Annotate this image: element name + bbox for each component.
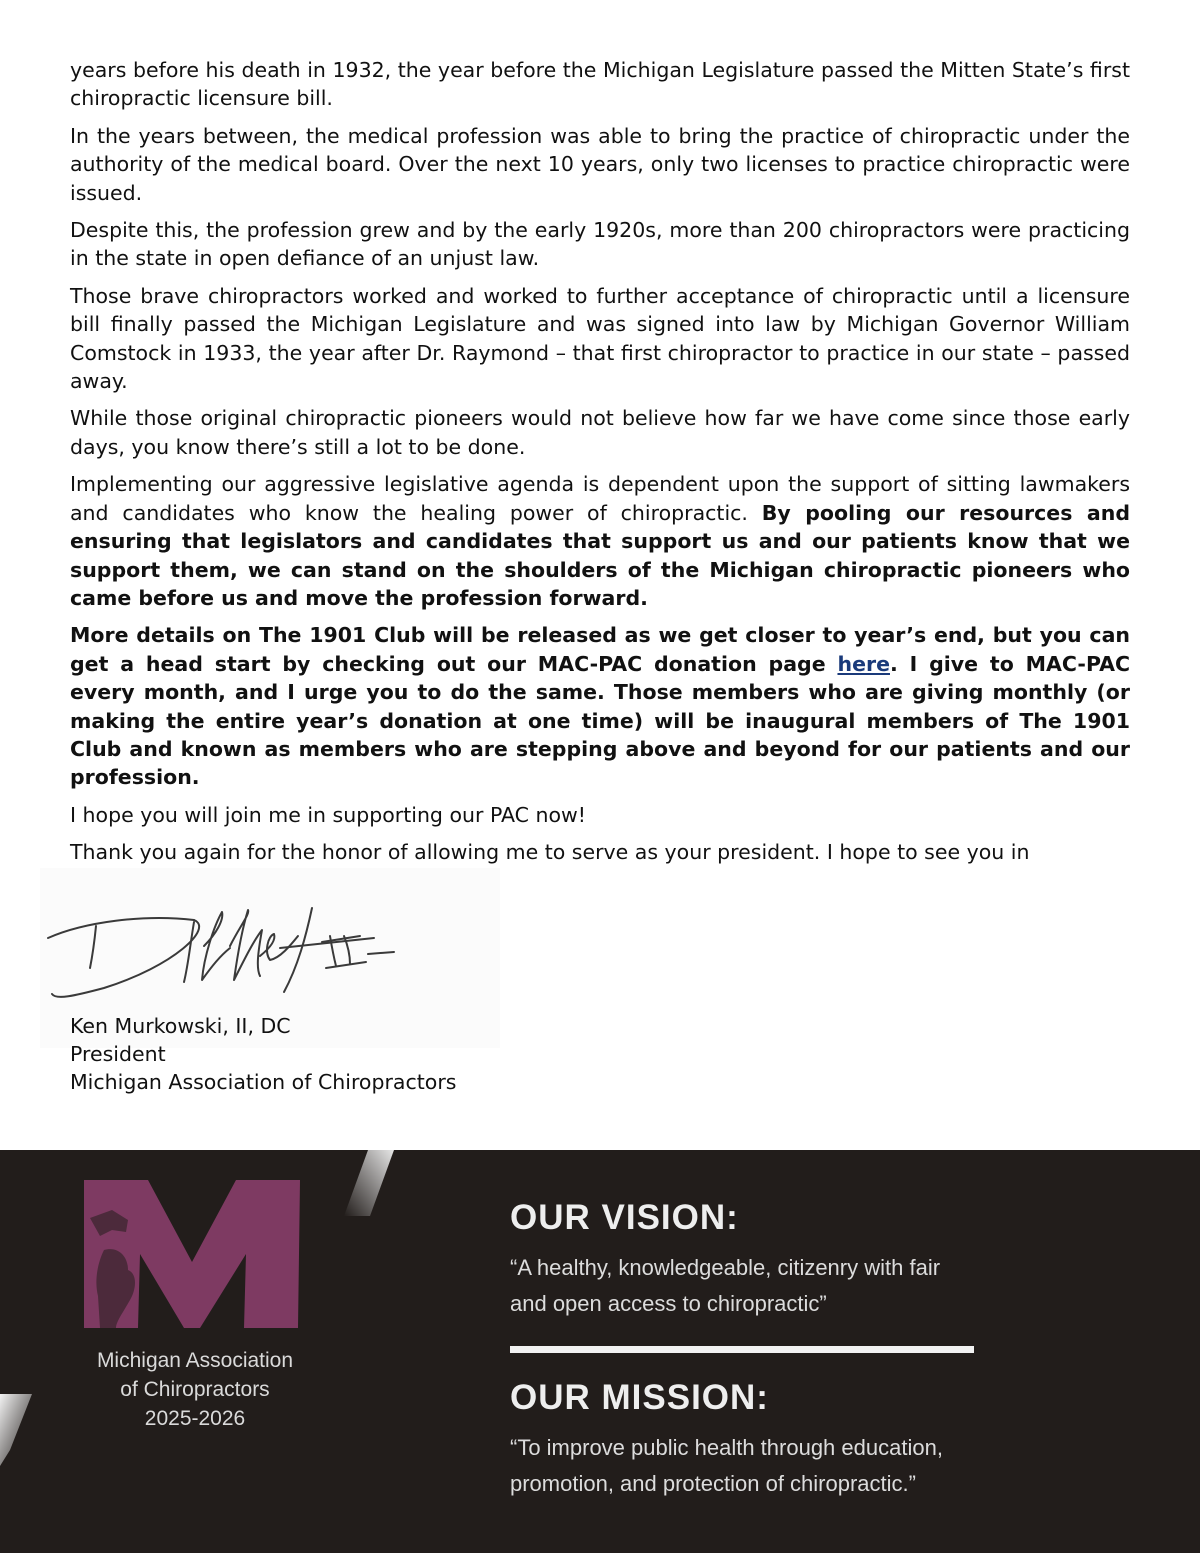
association-line-1: Michigan Association (96, 1349, 294, 1372)
paragraph-7-text-a: More details on The 1901 Club will be released as we get closer to year’s end, but you can get a head start by checking out our MAC-PAC donation page (70, 623, 1130, 676)
mission-line-1: “To improve public health through education, (510, 1435, 943, 1460)
paragraph-5: While those original chiropractic pioneers would not believe how far we have come since those early days, you know there’s still a lot to be done. (70, 406, 1130, 459)
signer-organization: Michigan Association of Chiropractors (70, 1070, 457, 1094)
paragraph-7 (70, 621, 1130, 791)
handwritten-signature (44, 896, 404, 1006)
paragraph-6 (70, 470, 1130, 612)
footer-banner (0, 1150, 1200, 1553)
donation-page-link[interactable]: here (837, 651, 890, 676)
paragraph-2: In the years between, the medical profession was able to bring the practice of chiropractic under the authority of the medical board. Over the next 10 years, only two licenses to practice chiropractic were issued. (70, 123, 1130, 205)
mission-statement (510, 1430, 1070, 1502)
letter-body (70, 56, 1130, 941)
signer-name: Ken Murkowski, II, DC (70, 1014, 291, 1038)
vision-heading: OUR VISION: (510, 1198, 739, 1237)
paragraph-6-text: Implementing our aggressive legislative agenda is dependent upon the support of sitting lawmakers and candidates who know the healing power of chiropractic. (70, 472, 1130, 525)
vision-statement (510, 1250, 1070, 1322)
paragraph-6-bold-text: By pooling our resources and ensuring that legislators and candidates that support us and our patients know that we support them, we can stand on the shoulders of the Michigan chiropractic pioneers who came before us and move the profession forward. (70, 500, 1130, 610)
section-divider (510, 1346, 974, 1353)
logo-slash-top (344, 1150, 394, 1216)
paragraph-1: years before his death in 1932, the year before the Michigan Legislature passed the Mitten State’s first chiropractic licensure bill. (70, 58, 1130, 111)
signature-block (70, 1012, 456, 1096)
logo-slash-left (0, 1394, 32, 1466)
paragraph-4: Those brave chiropractors worked and worked to further acceptance of chiropractic until a licensure bill finally passed the Michigan Legislature and was signed into law by Michigan Governor William Comstock in 1933, the year after Dr. Raymond – that first chiropractor to practice in our state – passed away. (70, 283, 1130, 394)
vision-line-1: “A healthy, knowledgeable, citizenry with fair (510, 1255, 941, 1280)
signer-title: President (70, 1042, 166, 1066)
paragraph-9-line-1: Thank you again for the honor of allowing me to serve as your president. I hope to see you in (70, 840, 1030, 865)
association-caption (60, 1346, 330, 1433)
paragraph-8: I hope you will join me in supporting our PAC now! (70, 802, 587, 827)
association-years: 2025-2026 (144, 1407, 246, 1430)
paragraph-7-text-b: . I give to MAC-PAC every month, and I urge you to do the same. Those members who are giving monthly (or making the entire year’s donation at one time) will be inaugural members of The 1901 Club and known as members who are stepping above and beyond for our patients and our profession. (70, 651, 1130, 790)
association-line-2: of Chiropractors (120, 1378, 270, 1401)
mission-heading: OUR MISSION: (510, 1378, 769, 1417)
vision-line-2: and open access to chiropractic” (510, 1291, 827, 1316)
mission-line-2: promotion, and protection of chiropractic.” (510, 1471, 916, 1496)
paragraph-3: Despite this, the profession grew and by the early 1920s, more than 200 chiropractors were practicing in the state in open defiance of an unjust law. (70, 218, 1130, 271)
